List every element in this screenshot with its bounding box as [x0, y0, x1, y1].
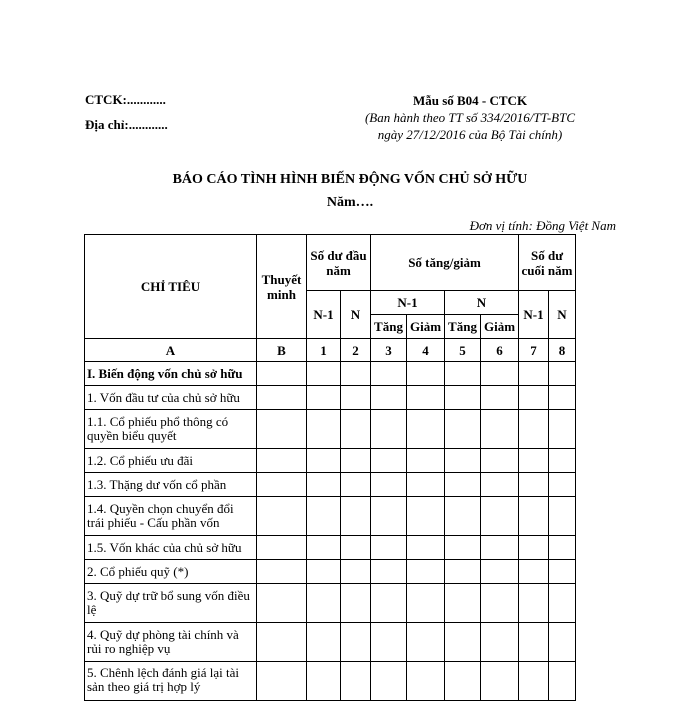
row-label: 1.1. Cổ phiếu phổ thông có quyền biểu quyết — [85, 410, 257, 449]
header-increase: Tăng — [445, 315, 481, 339]
row-label: I. Biến động vốn chủ sở hữu — [85, 362, 257, 386]
company-field: CTCK:............ — [85, 92, 166, 107]
col-code: 6 — [481, 339, 519, 362]
table-row — [85, 662, 576, 701]
col-code: B — [257, 339, 307, 362]
table-row — [85, 536, 576, 560]
header-chitieu: CHỈ TIÊU — [85, 235, 257, 339]
form-note-2: ngày 27/12/2016 của Bộ Tài chính) — [377, 127, 563, 142]
form-note-1: (Ban hành theo TT số 334/2016/TT-BTC — [364, 110, 576, 125]
row-label: 1.3. Thặng dư vốn cổ phần — [85, 473, 257, 497]
col-code: 1 — [307, 339, 341, 362]
table-row — [85, 473, 576, 497]
header-close-n: N — [549, 291, 576, 339]
header-open-n1: N-1 — [307, 291, 341, 339]
report-year: Năm…. — [326, 195, 374, 210]
currency-unit: Đơn vị tính: Đồng Việt Nam — [469, 218, 616, 233]
row-label: 1. Vốn đầu tư của chủ sở hữu — [85, 386, 257, 410]
header-thuyetminh: Thuyết minh — [257, 235, 307, 339]
row-label: 1.2. Cổ phiếu ưu đãi — [85, 449, 257, 473]
form-info — [340, 92, 600, 143]
table-row — [85, 362, 576, 386]
address-field: Địa chỉ:............ — [85, 117, 168, 132]
table-row — [85, 410, 576, 449]
row-label: 3. Quỹ dự trữ bổ sung vốn điều lệ — [85, 584, 257, 623]
header-decrease: Giảm — [407, 315, 445, 339]
equity-change-table — [84, 234, 576, 701]
col-code: 4 — [407, 339, 445, 362]
col-code: 3 — [371, 339, 407, 362]
row-label: 4. Quỹ dự phòng tài chính và rủi ro nghiệp vụ — [85, 623, 257, 662]
table-row — [85, 497, 576, 536]
table-row — [85, 560, 576, 584]
col-code: 2 — [341, 339, 371, 362]
col-code: A — [85, 339, 257, 362]
header-change-n: N — [445, 291, 519, 315]
row-label: 1.5. Vốn khác của chủ sở hữu — [85, 536, 257, 560]
row-label: 2. Cổ phiếu quỹ (*) — [85, 560, 257, 584]
header-increase-decrease: Số tăng/giảm — [371, 235, 519, 291]
report-title: BÁO CÁO TÌNH HÌNH BIẾN ĐỘNG VỐN CHỦ SỞ HỮU — [172, 172, 528, 187]
header-decrease: Giảm — [481, 315, 519, 339]
form-code: Mẫu số B04 - CTCK — [412, 93, 528, 108]
header-opening-balance: Số dư đầu năm — [307, 235, 371, 291]
table-row — [85, 449, 576, 473]
col-code: 5 — [445, 339, 481, 362]
table-row — [85, 584, 576, 623]
col-code: 7 — [519, 339, 549, 362]
header-closing-balance: Số dư cuối năm — [519, 235, 576, 291]
header-open-n: N — [341, 291, 371, 339]
row-label: 5. Chênh lệch đánh giá lại tài sản theo giá trị hợp lý — [85, 662, 257, 701]
row-label: 1.4. Quyền chọn chuyển đổi trái phiếu - Cấu phần vốn — [85, 497, 257, 536]
header-close-n1: N-1 — [519, 291, 549, 339]
table-row — [85, 623, 576, 662]
header-increase: Tăng — [371, 315, 407, 339]
table-row — [85, 386, 576, 410]
col-code: 8 — [549, 339, 576, 362]
column-code-row — [85, 339, 576, 362]
header-change-n1: N-1 — [371, 291, 445, 315]
